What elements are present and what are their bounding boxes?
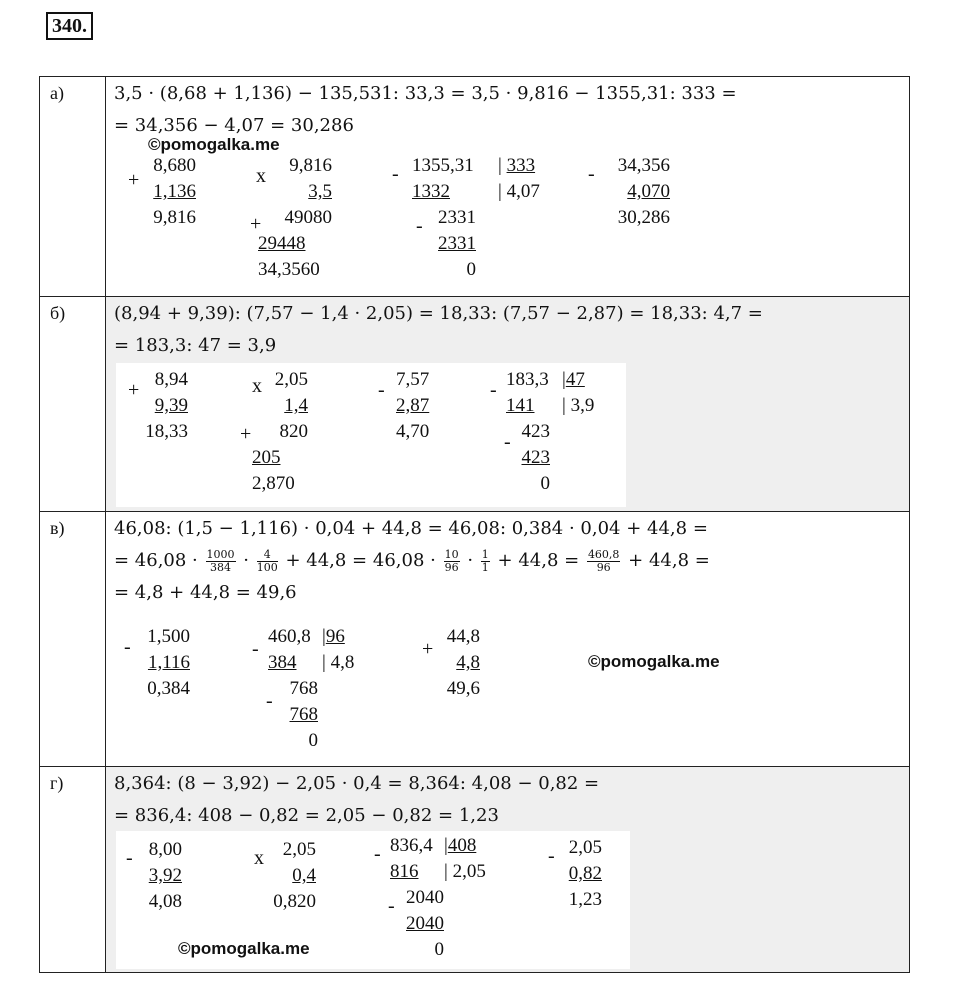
long-division: 183,3 141 [506, 369, 549, 416]
fraction: $\frac{1}{1}$ [481, 547, 489, 574]
column-addition: 8,680 1,136 9,816 [153, 155, 196, 228]
column-multiplication-partial: 29448 34,3560 [258, 233, 320, 280]
equation-line: = 4,8 + 44,8 = 49,6 [114, 582, 297, 603]
row-b [40, 297, 910, 512]
plus-sign: + [250, 213, 262, 235]
division-remainders: 423 423 0 [521, 421, 550, 494]
equation-line: = 34,356 − 4,07 = 30,286 [114, 115, 354, 136]
minus-sign: - [126, 847, 133, 869]
watermark: ©pomogalka.me [588, 652, 720, 671]
column-subtraction: 34,356 4,070 30,286 [617, 155, 670, 228]
division-divisor: |408 | 2,05 [444, 835, 486, 882]
division-remainders: 2040 2040 0 [406, 887, 444, 960]
column-multiplication: 2,05 0,4 0,820 [273, 839, 316, 912]
fraction: $\frac{4}{100}$ [256, 547, 278, 574]
watermark: ©pomogalka.me [148, 135, 280, 154]
fraction: $\frac{1000}{384}$ [206, 547, 235, 574]
calc-box [116, 363, 626, 507]
watermark: ©pomogalka.me [178, 939, 310, 958]
fraction: $\frac{10}{96}$ [444, 547, 459, 574]
row-content [106, 767, 910, 973]
fraction: $\frac{460,8}{96}$ [587, 547, 620, 574]
row-content [106, 512, 910, 767]
column-addition: 44,8 4,8 49,6 [446, 626, 480, 699]
equation-line: 8,364: (8 − 3,92) − 2,05 · 0,4 = 8,364: 4,08 − 0,82 = [114, 773, 600, 794]
plus-sign: + [128, 169, 140, 191]
column-subtraction: 8,00 3,92 4,08 [148, 839, 182, 912]
column-subtraction: 2,05 0,82 1,23 [568, 837, 602, 910]
equation-line: 46,08: (1,5 − 1,116) · 0,04 + 44,8 = 46,08: 0,384 · 0,04 + 44,8 = [114, 518, 708, 539]
division-divisor: | 333 | 4,07 [498, 155, 540, 202]
equation-line: = 183,3: 47 = 3,9 [114, 335, 277, 356]
row-content [106, 297, 910, 512]
row-label: а) [40, 77, 106, 297]
minus-sign: - [490, 379, 497, 401]
long-division: 836,4 816 [390, 835, 433, 882]
row-a [40, 77, 910, 297]
row-content [106, 77, 910, 297]
task-number: 340. [46, 12, 93, 40]
column-subtraction: 1,500 1,116 0,384 [147, 626, 190, 699]
division-divisor: |96 | 4,8 [322, 626, 355, 673]
row-v [40, 512, 910, 767]
minus-sign: - [588, 163, 595, 185]
times-sign: x [256, 165, 266, 187]
column-addition: 8,94 9,39 18,33 [145, 369, 188, 442]
minus-sign: - [378, 379, 385, 401]
minus-sign: - [392, 163, 399, 185]
equation-line-fractions: = 46,08 · $\frac{1000}{384}$ · $\frac{4}{100}$ + 44,8 = 46,08 · $\frac{10}{96}$ · $\frac{1}{1}$ + 44,8 = $\frac{460,8}{96}$ + 44,8 = [114, 547, 710, 574]
minus-sign: - [388, 895, 395, 917]
row-label: г) [40, 767, 106, 973]
column-multiplication: 9,816 3,5 49080 [284, 155, 332, 228]
minus-sign: - [548, 845, 555, 867]
long-division: 1355,31 1332 [412, 155, 474, 202]
equation-line: = 836,4: 408 − 0,82 = 2,05 − 0,82 = 1,23 [114, 805, 499, 826]
minus-sign: - [416, 215, 423, 237]
equation-line: (8,94 + 9,39): (7,57 − 1,4 · 2,05) = 18,33: (7,57 − 2,87) = 18,33: 4,7 = [114, 303, 763, 324]
column-subtraction: 7,57 2,87 4,70 [396, 369, 430, 442]
column-multiplication-partial: 205 2,870 [252, 447, 295, 494]
plus-sign: + [240, 423, 252, 445]
row-label: в) [40, 512, 106, 767]
times-sign: x [252, 375, 262, 397]
row-label: б) [40, 297, 106, 512]
minus-sign: - [124, 636, 131, 658]
solution-table [39, 76, 910, 973]
row-g [40, 767, 910, 973]
plus-sign: + [422, 638, 434, 660]
plus-sign: + [128, 379, 140, 401]
minus-sign: - [252, 638, 259, 660]
division-remainders: 2331 2331 0 [438, 207, 476, 280]
long-division: 460,8 384 [268, 626, 311, 673]
minus-sign: - [266, 690, 273, 712]
calc-box [116, 831, 630, 969]
times-sign: x [254, 847, 264, 869]
minus-sign: - [504, 431, 511, 453]
column-multiplication: 2,05 1,4 820 [274, 369, 308, 442]
minus-sign: - [374, 843, 381, 865]
equation-line: 3,5 · (8,68 + 1,136) − 135,531: 33,3 = 3,5 · 9,816 − 1355,31: 333 = [114, 83, 737, 104]
division-divisor: |47 | 3,9 [562, 369, 595, 416]
division-remainders: 768 768 0 [289, 678, 318, 751]
